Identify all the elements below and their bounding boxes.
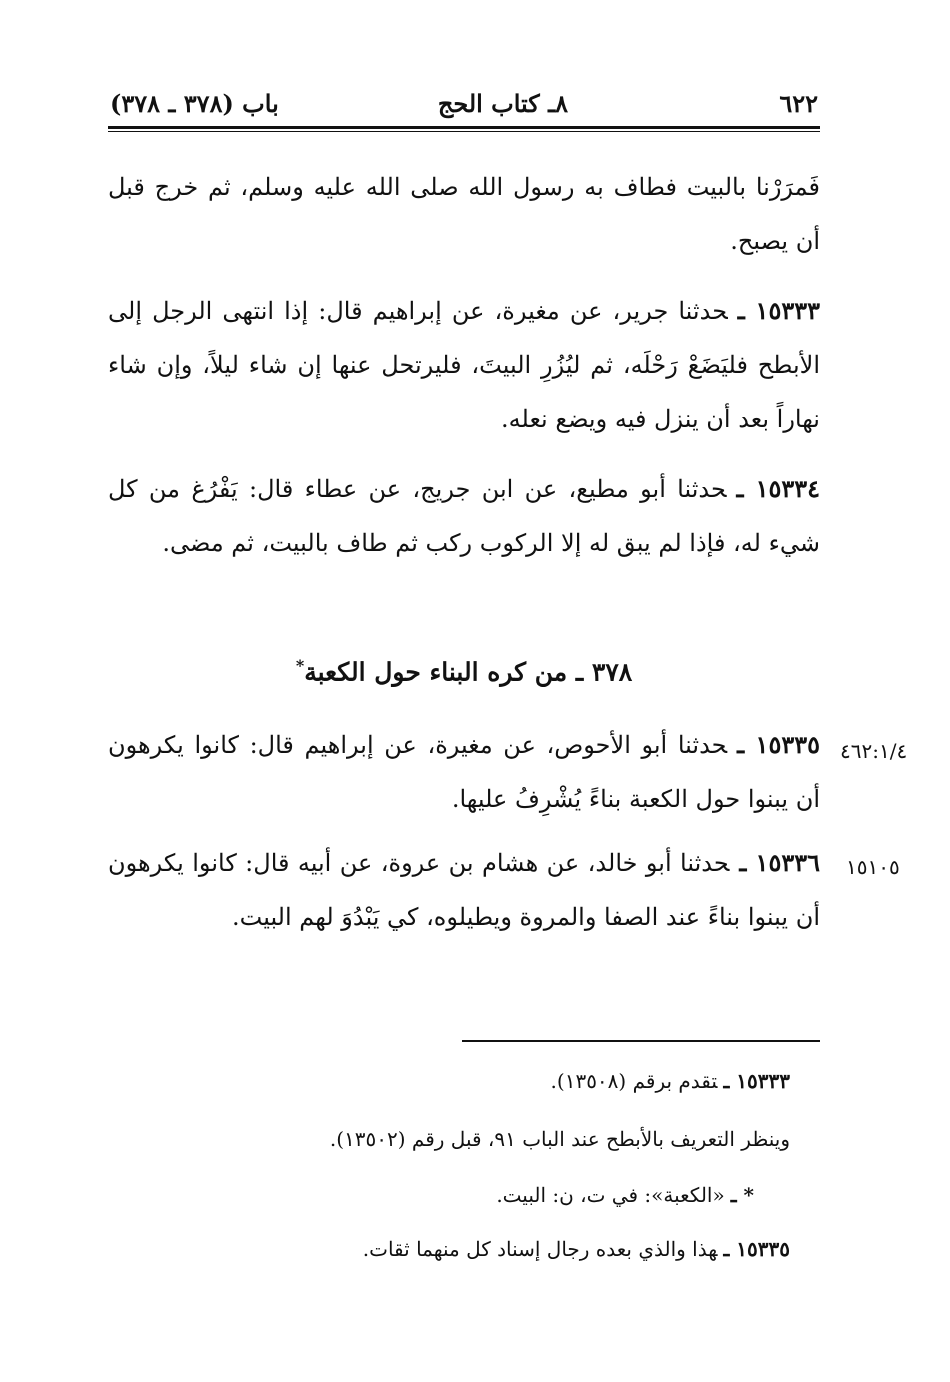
hadith-number: ١٥٣٣٦ ـ (739, 848, 820, 877)
hadith-text: حدثنا جرير، عن مغيرة، عن إبراهيم قال: إذا انتهى الرجل إلى الأبطح فليَضَعْ رَحْلَه، ثم ليُزُرِ البيتَ، فليرتحل عنها إن شاء ليلاً، وإن شاء نهاراً بعد أن ينزل فيه ويضع نعله. (108, 297, 820, 433)
margin-reference: ١٥١٠٥ (846, 855, 900, 879)
book-title: ٨ـ كتاب الحج (437, 89, 568, 118)
footnote (496, 1180, 754, 1210)
paragraph-continuation (108, 160, 820, 268)
hadith-15334 (108, 462, 820, 570)
hadith-text: حدثنا أبو خالد، عن هشام بن عروة، عن أبيه قال: كانوا يكرهون أن يبنوا بناءً عند الصفا والمروة ويطيلوه، كي يَبْدُوَ لهم البيت. (108, 849, 820, 931)
footnote-rule (462, 1040, 820, 1042)
hadith-15336 (108, 836, 820, 944)
hadith-text: حدثنا أبو مطيع، عن ابن جريج، عن عطاء قال: يَفْرُغ من كل شيء له، فإذا لم يبق له إلا الركوب ركب ثم طاف بالبيت، ثم مضى. (108, 475, 820, 557)
hadith-number: ١٥٣٣٤ ـ (736, 474, 821, 503)
paragraph-text: فَمرَرْنا بالبيت فطاف به رسول الله صلى الله عليه وسلم، ثم خرج قبل أن يصبح. (108, 173, 820, 255)
footnote (551, 1066, 790, 1096)
footnote-text: هذا والذي بعده رجال إسناد كل منهما ثقات. (362, 1237, 718, 1261)
footnote-text: وينظر التعريف بالأبطح عند الباب ٩١، قبل رقم (١٣٥٠٢). (329, 1127, 790, 1151)
hadith-number: ١٥٣٣٣ ـ (737, 296, 820, 325)
footnote-mark: * (295, 656, 305, 675)
hadith-number: ١٥٣٣٥ ـ (737, 730, 820, 759)
footnote (330, 1124, 790, 1154)
hadith-15335 (108, 718, 820, 826)
footnote (363, 1234, 790, 1264)
footnote-number: * ـ (730, 1183, 754, 1207)
footnote-text: تقدم برقم (١٣٥٠٨). (550, 1069, 718, 1093)
hadith-15333 (108, 284, 820, 446)
footnote-number: ١٥٣٣٥ ـ (723, 1237, 790, 1261)
chapter-heading-text: ٣٧٨ ـ من كره البناء حول الكعبة (304, 657, 633, 687)
footnote-text: «الكعبة»: في ت، ن: البيت. (496, 1183, 725, 1207)
header-rule-thin (108, 131, 820, 132)
chapter-range: باب (٣٧٨ ـ ٣٧٨) (110, 89, 279, 118)
hadith-text: حدثنا أبو الأحوص، عن مغيرة، عن إبراهيم قال: كانوا يكرهون أن يبنوا حول الكعبة بناءً يُشْرِفُ عليها. (108, 731, 820, 813)
chapter-heading (108, 646, 820, 692)
page-number: ٦٢٢ (779, 89, 818, 118)
footnote-number: ١٥٣٣٣ ـ (723, 1069, 790, 1093)
header-rule (108, 126, 820, 129)
margin-reference: ٤٦٢:١/٤ (840, 739, 908, 763)
